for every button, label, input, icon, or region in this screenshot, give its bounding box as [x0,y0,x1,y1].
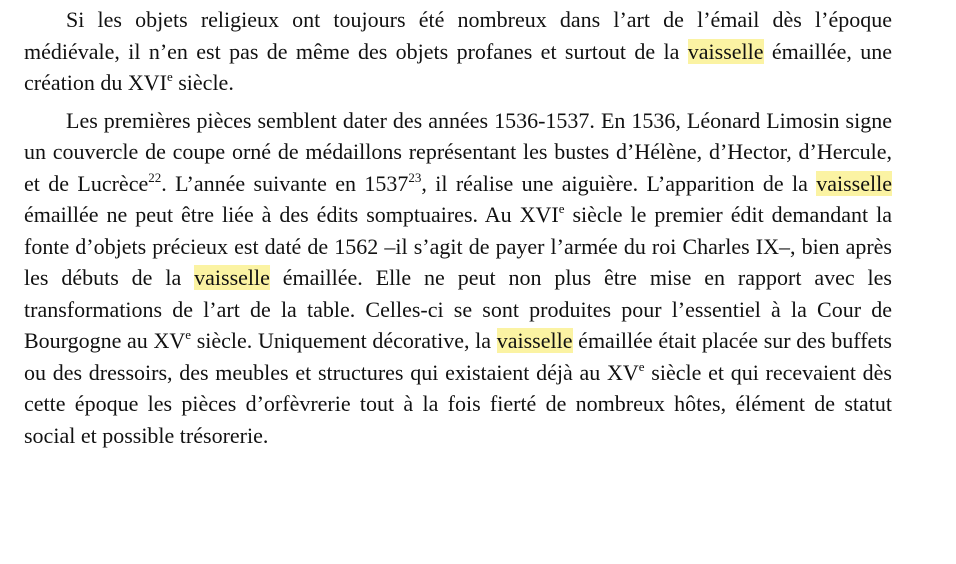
text-run: , il réalise une aiguière. L’apparition de la [421,170,817,196]
paragraph-2 [24,105,892,452]
text-run: siècle. [172,70,234,95]
highlighted-term: vaisselle [687,38,764,64]
superscript: e [166,69,173,84]
superscript: e [558,201,565,216]
paragraph-1 [24,4,892,99]
superscript: 22 [148,169,162,185]
text-run: siècle. Uniquement décorative, la [191,328,497,353]
text-run: siècle et qui recevaient dès cette époque les pièces d’orfèvrerie tout à la fois fierté de nombreux hôtes, élément de statut social et possible trésorerie. [24,359,892,448]
text-run: émaillée, une création du XVI [24,38,893,95]
highlighted-term: vaisselle [496,328,573,353]
text-run: émaillée était placée sur des buffets ou des dressoirs, des meubles et structures qui existaient déjà au XV [24,328,892,385]
text-run: siècle le premier édit demandant la fonte d’objets précieux est daté de 1562 –il s’agit de payer l’armée du roi Charles IX–, bien après les débuts de la [24,202,892,290]
document-body [24,4,892,451]
superscript: 23 [408,169,422,185]
superscript: e [185,327,192,342]
superscript: e [638,358,645,374]
text-run: Si les objets religieux ont toujours été nombreux dans l’art de l’émail dès l’époque médiévale, il n’en est pas de même des objets profanes et surtout de la [24,7,892,64]
text-run: Les premières pièces semblent dater des années 1536-1537. En 1536, Léonard Limosin signe un couvercle de coupe orné de médaillons représentant les bustes d’Hélène, d’Hector, d’Hercule, et de Lucrèce [24,107,892,196]
highlighted-term: vaisselle [194,265,270,290]
text-run: émaillée ne peut être liée à des édits somptuaires. Au XVI [24,202,559,227]
text-run: émaillée. Elle ne peut non plus être mise en rapport avec les transformations de l’art de la table. Celles-ci se sont produites pour l’essentiel à la Cour de Bourgogne au XV [24,265,892,353]
highlighted-term: vaisselle [816,170,892,196]
text-run: . L’année suivante en 1537 [161,170,409,196]
